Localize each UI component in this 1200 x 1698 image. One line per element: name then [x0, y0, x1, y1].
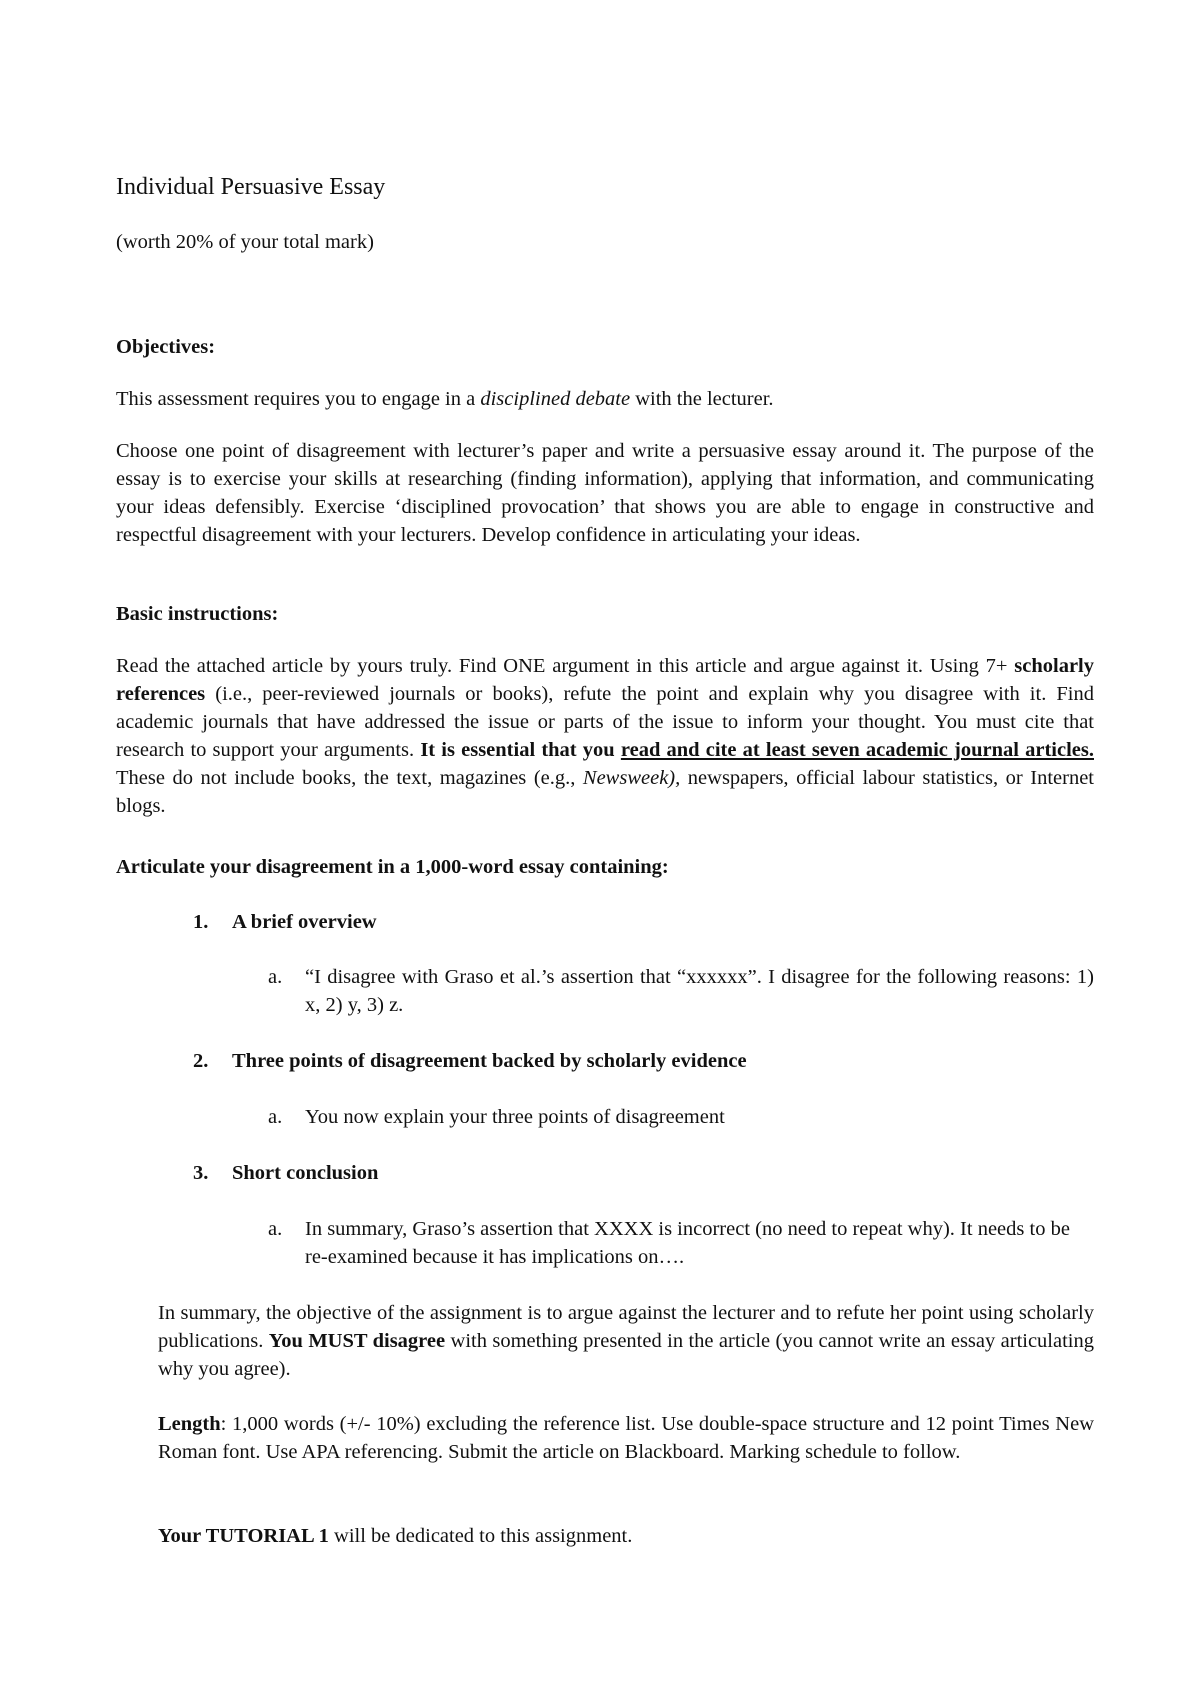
sub-item-text-2: You now explain your three points of disagreement: [305, 1106, 725, 1128]
subtitle: (worth 20% of your total mark): [116, 231, 374, 253]
basic-instructions-paragraph: Read the attached article by yours truly. Find ONE argument in this article and argue against it. Using 7+ scholarly references (i.e., peer-reviewed journals or books), refute the point and explain why you disagree with it. Find academic journals that have addressed the issue or parts of the issue to inform your thought. You must cite that research to support your arguments. It is essential that you read and cite at least seven academic journal articles. These do not include books, the text, magazines (e.g., Newsweek), newspapers, official labour statistics, or Internet blogs.: [116, 655, 1094, 817]
list-item-heading-3: Short conclusion: [232, 1162, 379, 1184]
sub-letter-1: a.: [268, 966, 283, 988]
summary-paragraph: In summary, the objective of the assignment is to argue against the lecturer and to refute her point using scholarly publications. You MUST disagree with something presented in the article (you cannot write an essay articulating why you agree).: [158, 1302, 1094, 1380]
document-title: Individual Persuasive Essay: [116, 174, 386, 200]
length-paragraph: Length: 1,000 words (+/- 10%) excluding the reference list. Use double-space structure and 12 point Times New Roman font. Use APA referencing. Submit the article on Blackboard. Marking schedule to follow.: [158, 1413, 1094, 1463]
list-number-1: 1.: [193, 911, 209, 933]
articulate-heading: Articulate your disagreement in a 1,000-word essay containing:: [116, 856, 669, 878]
objectives-heading: Objectives:: [116, 336, 216, 358]
list-item-heading-2: Three points of disagreement backed by scholarly evidence: [232, 1050, 747, 1072]
list-number-2: 2.: [193, 1050, 209, 1072]
list-item-heading-1: A brief overview: [232, 911, 377, 933]
sub-letter-2: a.: [268, 1106, 283, 1128]
sub-item-text-1: “I disagree with Graso et al.’s assertion that “xxxxxx”. I disagree for the following reasons: 1) x, 2) y, 3) z.: [305, 966, 1094, 1016]
tutorial-paragraph: Your TUTORIAL 1 will be dedicated to this assignment.: [158, 1525, 633, 1547]
objectives-paragraph-1: This assessment requires you to engage in a disciplined debate with the lecturer.: [116, 388, 774, 410]
sub-item-text-3: In summary, Graso’s assertion that XXXX is incorrect (no need to repeat why). It needs to be re-examined because it has implications on….: [305, 1218, 1070, 1268]
objectives-paragraph-2: Choose one point of disagreement with lecturer’s paper and write a persuasive essay around it. The purpose of the essay is to exercise your skills at researching (finding information), applying that information, and communicating your ideas defensibly. Exercise ‘disciplined provocation’ that shows you are able to engage in constructive and respectful disagreement with your lecturers. Develop confidence in articulating your ideas.: [116, 440, 1094, 546]
list-number-3: 3.: [193, 1162, 209, 1184]
basic-instructions-heading: Basic instructions:: [116, 603, 279, 625]
sub-letter-3: a.: [268, 1218, 283, 1240]
